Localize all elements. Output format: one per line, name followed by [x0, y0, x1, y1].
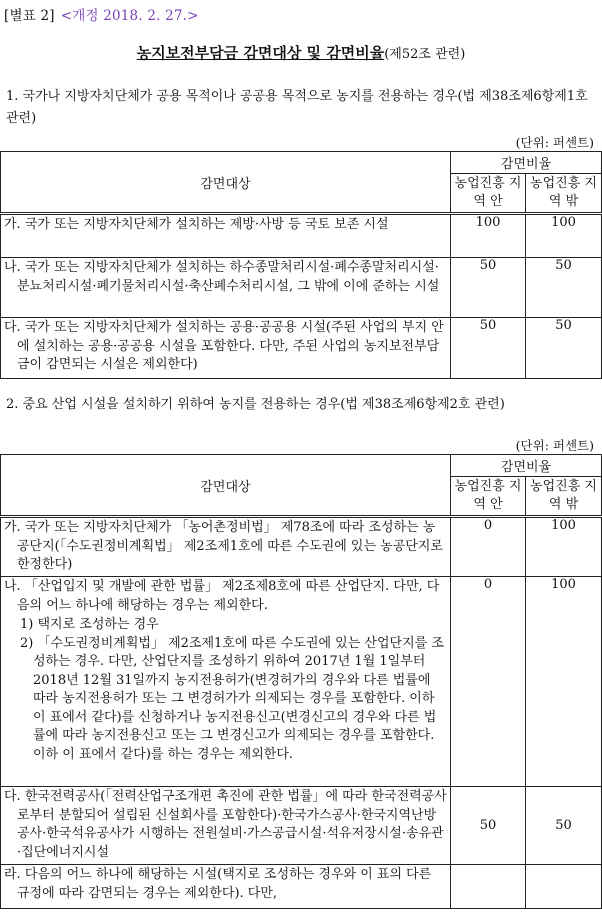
- section1-table: [0, 151, 602, 379]
- table-row: [1, 787, 602, 865]
- row-text: 다. 국가 또는 지방자치단체가 설치하는 공용·공공용 시설(주된 사업의 부지 안에 설치하는 공용·공공용 시설을 포함한다. 다만, 주된 사업의 농지보전부담금이 감면되는 시설은 제외한다): [4, 320, 444, 372]
- page-title: [0, 42, 602, 63]
- revision-note: <개정 2018. 2. 27.>: [60, 8, 199, 24]
- rate-in: 0: [451, 577, 526, 787]
- title-ref: (제52조 관련): [384, 47, 466, 62]
- sub-item: 1) 택지로 조성하는 경우: [20, 617, 159, 632]
- row-text: 라. 다음의 어느 하나에 해당하는 시설(택지로 조성하는 경우와 이 표의 다른 규정에 따라 감면되는 경우는 제외한다). 다만,: [4, 867, 432, 901]
- rate-out: [526, 865, 602, 909]
- rate-out: 100: [526, 517, 602, 577]
- rate-out: 50: [526, 258, 602, 318]
- table-row: [1, 517, 602, 577]
- rate-in: 100: [451, 214, 526, 258]
- table-row: [1, 577, 602, 787]
- section2-unit: (단위: 퍼센트): [515, 438, 594, 453]
- rate-out: 50: [526, 787, 602, 865]
- table-row: [1, 214, 602, 258]
- section2-heading: 2. 중요 산업 시설을 설치하기 위하여 농지를 전용하는 경우(법 제38조제6항제2호 관련): [6, 397, 505, 412]
- row-text: 나. 「산업입지 및 개발에 관한 법률」 제2조제8호에 따른 산업단지. 다만, 다음의 어느 하나에 해당하는 경우는 제외한다.: [4, 579, 440, 613]
- col-in-header: 농업진흥 지역 안: [451, 174, 526, 214]
- table-row: [1, 318, 602, 379]
- table-row: [1, 258, 602, 318]
- annex-label: [별표 2]: [4, 8, 55, 24]
- rate-in: 0: [451, 517, 526, 577]
- title-main: 농지보전부담금 감면대상 및 감면비율: [136, 44, 385, 62]
- section1-unit: (단위: 퍼센트): [515, 135, 594, 150]
- rate-in: [451, 865, 526, 909]
- col-rate-header: 감면비율: [451, 152, 602, 174]
- section2-table: [0, 454, 602, 909]
- row-text: 다. 한국전력공사(「전력산업구조개편 촉진에 관한 법률」에 따라 한국전력공사로부터 분할되어 설립된 신설회사를 포함한다)·한국가스공사·한국지역난방공사·한국석유공사가 시행하는 전원설비·가스공급시설·석유저장시설·송유관·집단에너지시설: [4, 789, 447, 860]
- row-text: 가. 국가 또는 지방자치단체가 「농어촌정비법」 제78조에 따라 조성하는 농공단지(「수도권정비계획법」 제2조제1호에 따른 수도권에 있는 농공단지로 한정한다): [4, 520, 443, 572]
- section1-heading: 1. 국가나 지방자치단체가 공용 목적이나 공공용 목적으로 농지를 전용하는 경우(법 제38조제6항제1호 관련): [6, 89, 588, 126]
- rate-out: 50: [526, 318, 602, 379]
- rate-out: 100: [526, 214, 602, 258]
- rate-in: 50: [451, 318, 526, 379]
- row-text: 가. 국가 또는 지방자치단체가 설치하는 제방·사방 등 국토 보존 시설: [4, 217, 389, 232]
- annex-header: [4, 4, 199, 24]
- rate-in: 50: [451, 787, 526, 865]
- col-out-header: 농업진흥 지역 밖: [526, 477, 602, 517]
- col-out-header: 농업진흥 지역 밖: [526, 174, 602, 214]
- col-target-header: 감면대상: [1, 152, 451, 214]
- rate-out: 100: [526, 577, 602, 787]
- table-row: [1, 865, 602, 909]
- sub-item: 2) 「수도권정비계획법」 제2조제1호에 따른 수도권에 있는 산업단지를 조성하는 경우. 다만, 산업단지를 조성하기 위하여 2017년 1월 1일부터 2018년 12월 31일까지 농지전용허가(변경허가의 경우와 다른 법률에 따라 농지전용허가 또는 그 변경허가가 의제되는 경우를 포함한다. 이하 이 표에서 같다)를 신청하거나 농지전용신고(변경신고의 경우와 다른 법률에 따라 농지전용신고 또는 그 변경신고가 의제되는 경우를 포함한다. 이하 이 표에서 같다)를 하는 경우는 제외한다.: [20, 635, 444, 762]
- rate-in: 50: [451, 258, 526, 318]
- row-text: 나. 국가 또는 지방자치단체가 설치하는 하수종말처리시설·폐수종말처리시설·분뇨처리시설·폐기물처리시설·축산폐수처리시설, 그 밖에 이에 준하는 시설: [4, 260, 440, 294]
- col-in-header: 농업진흥 지역 안: [451, 477, 526, 517]
- col-target-header: 감면대상: [1, 455, 451, 517]
- col-rate-header: 감면비율: [451, 455, 602, 477]
